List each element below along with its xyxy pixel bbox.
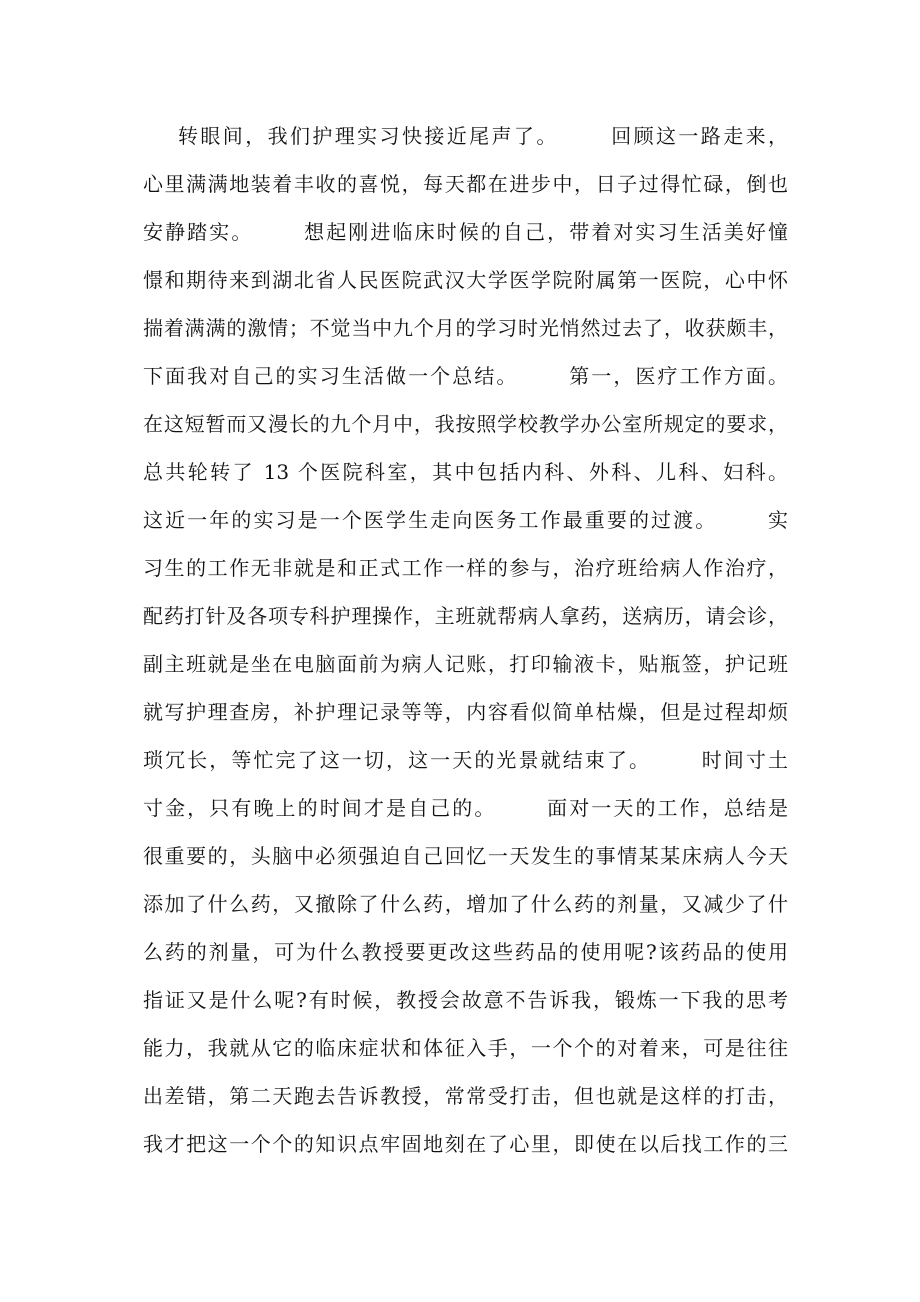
text-line: 寸金，只有晚上的时间才是自己的。 面对一天的工作，总结是 [143,796,788,820]
text-line: 很重要的，头脑中必须强迫自己回忆一天发生的事情某某床病人今天 [143,844,788,868]
text-line: 添加了什么药，又撤除了什么药，增加了什么药的剂量，又减少了什 [143,892,788,916]
body-text [143,112,788,1168]
text-line: 就写护理查房，补护理记录等等，内容看似简单枯燥，但是过程却烦 [143,700,788,724]
text-line: 下面我对自己的实习生活做一个总结。 第一，医疗工作方面。 [143,364,788,388]
text-line: 揣着满满的激情；不觉当中九个月的学习时光悄然过去了，收获颇丰， [143,316,788,340]
text-line: 我才把这一个个的知识点牢固地刻在了心里，即使在以后找工作的三 [143,1132,788,1156]
text-line: 在这短暂而又漫长的九个月中，我按照学校教学办公室所规定的要求， [143,412,788,436]
text-line: 么药的剂量，可为什么教授要更改这些药品的使用呢?该药品的使用 [143,940,788,964]
text-line: 指证又是什么呢?有时候，教授会故意不告诉我，锻炼一下我的思考 [143,988,788,1012]
text-line: 配药打针及各项专科护理操作，主班就帮病人拿药，送病历，请会诊， [143,604,788,628]
text-line: 琐冗长，等忙完了这一切，这一天的光景就结束了。 时间寸土 [143,748,788,772]
text-line: 憬和期待来到湖北省人民医院武汉大学医学院附属第一医院，心中怀 [143,268,788,292]
text-line: 安静踏实。 想起刚进临床时候的自己，带着对实习生活美好憧 [143,220,788,244]
text-line: 能力，我就从它的临床症状和体征入手，一个个的对着来，可是往往 [143,1036,788,1060]
text-line: 出差错，第二天跑去告诉教授，常常受打击，但也就是这样的打击， [143,1084,788,1108]
text-line: 转眼间，我们护理实习快接近尾声了。 回顾这一路走来， [143,124,788,148]
text-line: 副主班就是坐在电脑面前为病人记账，打印输液卡，贴瓶签，护记班 [143,652,788,676]
text-line: 总共轮转了 13 个医院科室，其中包括内科、外科、儿科、妇科。 [143,460,788,484]
text-line: 心里满满地装着丰收的喜悦，每天都在进步中，日子过得忙碌，倒也 [143,172,788,196]
text-line: 这近一年的实习是一个医学生走向医务工作最重要的过渡。 实 [143,508,788,532]
text-line: 习生的工作无非就是和正式工作一样的参与，治疗班给病人作治疗， [143,556,788,580]
